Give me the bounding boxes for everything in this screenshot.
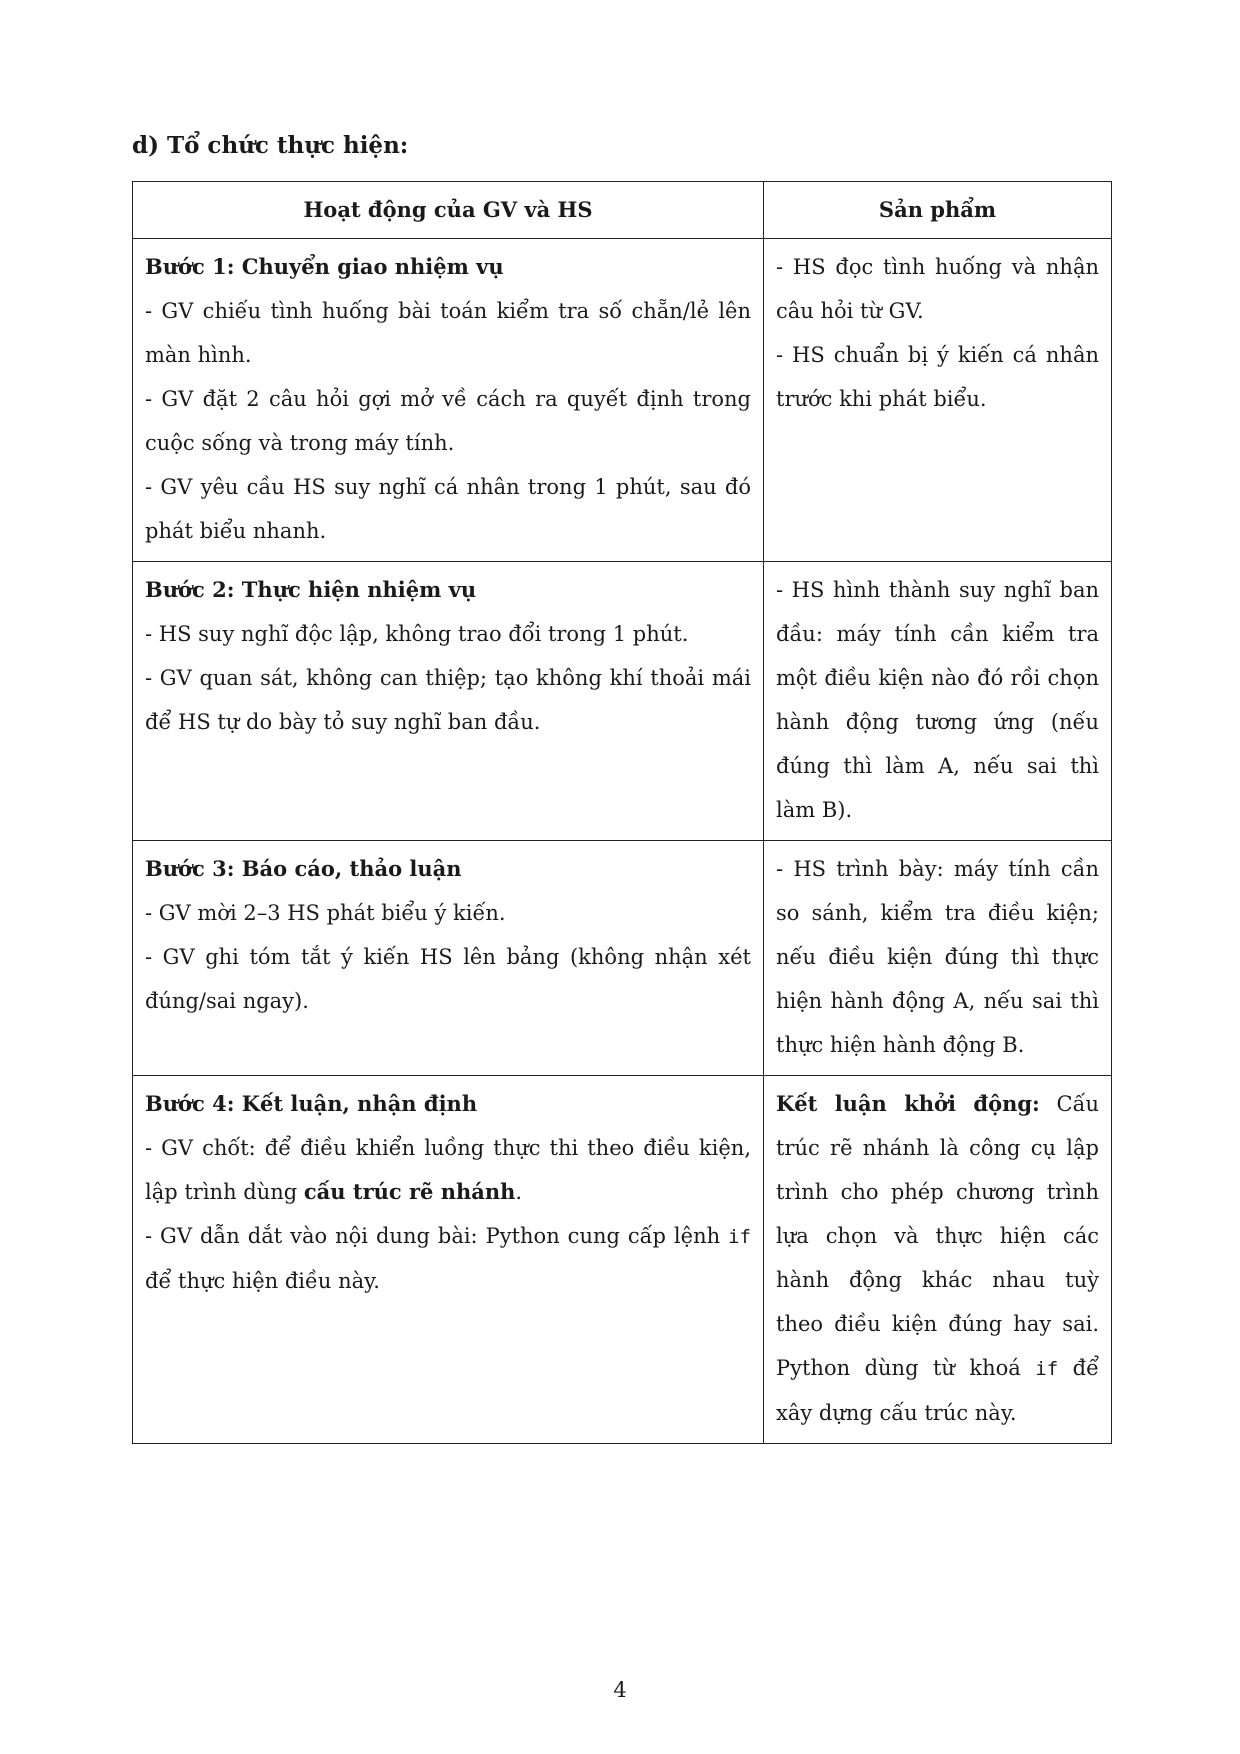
table-header-row (133, 182, 1112, 239)
product-cell (764, 562, 1112, 841)
product-line: - HS chuẩn bị ý kiến cá nhân trước khi phát biểu. (776, 343, 1099, 411)
step-title: Bước 2: Thực hiện nhiệm vụ (145, 577, 477, 602)
activity-text: - GV chốt: để điều khiển luồng thực thi theo điều kiện, lập trình dùng (145, 1136, 751, 1204)
step-title: Bước 1: Chuyển giao nhiệm vụ (145, 254, 504, 279)
product-cell (764, 239, 1112, 562)
activity-cell (133, 841, 764, 1076)
product-text: Cấu trúc rẽ nhánh là công cụ lập trình cho phép chương trình lựa chọn và thực hiện các hành động khác nhau tuỳ theo điều kiện đúng hay sai. Python dùng từ khoá (776, 1092, 1099, 1380)
activity-line (145, 1126, 751, 1214)
step-title: Bước 4: Kết luận, nhận định (145, 1091, 478, 1116)
code-keyword: if (1035, 1358, 1059, 1380)
product-cell (764, 841, 1112, 1076)
table-row (133, 1076, 1112, 1444)
table-row (133, 841, 1112, 1076)
activity-text: . (515, 1180, 523, 1204)
activity-cell (133, 562, 764, 841)
activity-line: - GV mời 2–3 HS phát biểu ý kiến. (145, 901, 506, 925)
activity-line: - GV yêu cầu HS suy nghĩ cá nhân trong 1 phút, sau đó phát biểu nhanh. (145, 475, 751, 543)
code-keyword: if (728, 1226, 751, 1248)
activity-line: - GV đặt 2 câu hỏi gợi mở về cách ra quyết định trong cuộc sống và trong máy tính. (145, 387, 751, 455)
product-line (776, 1082, 1099, 1435)
section-heading: d) Tổ chức thực hiện: (132, 132, 409, 159)
table-row (133, 239, 1112, 562)
key-term: cấu trúc rẽ nhánh (303, 1179, 516, 1204)
column-header-activities: Hoạt động của GV và HS (133, 182, 764, 239)
activity-cell (133, 239, 764, 562)
table-row (133, 562, 1112, 841)
activity-line: - GV ghi tóm tắt ý kiến HS lên bảng (không nhận xét đúng/sai ngay). (145, 945, 751, 1013)
activity-text: để thực hiện điều này. (145, 1269, 380, 1293)
product-text: để xây dựng cấu trúc này. (776, 1356, 1099, 1425)
product-line: - HS đọc tình huống và nhận câu hỏi từ GV. (776, 255, 1099, 323)
activity-line: - GV chiếu tình huống bài toán kiểm tra số chẵn/lẻ lên màn hình. (145, 299, 751, 367)
conclusion-label: Kết luận khởi động: (776, 1091, 1040, 1116)
activity-cell (133, 1076, 764, 1444)
activity-table (132, 181, 1112, 1444)
activity-line: - HS suy nghĩ độc lập, không trao đổi trong 1 phút. (145, 622, 689, 646)
column-header-products: Sản phẩm (764, 182, 1112, 239)
activity-line (145, 1214, 751, 1303)
activity-text: - GV dẫn dắt vào nội dung bài: Python cung cấp lệnh (145, 1224, 729, 1248)
product-cell (764, 1076, 1112, 1444)
page-number: 4 (613, 1678, 627, 1702)
step-title: Bước 3: Báo cáo, thảo luận (145, 856, 462, 881)
product-line: - HS trình bày: máy tính cần so sánh, kiểm tra điều kiện; nếu điều kiện đúng thì thực hiện hành động A, nếu sai thì thực hiện hành động B. (776, 857, 1099, 1057)
activity-line: - GV quan sát, không can thiệp; tạo không khí thoải mái để HS tự do bày tỏ suy nghĩ ban đầu. (145, 666, 751, 734)
product-line: - HS hình thành suy nghĩ ban đầu: máy tính cần kiểm tra một điều kiện nào đó rồi chọn hành động tương ứng (nếu đúng thì làm A, nếu sai thì làm B). (776, 578, 1099, 822)
